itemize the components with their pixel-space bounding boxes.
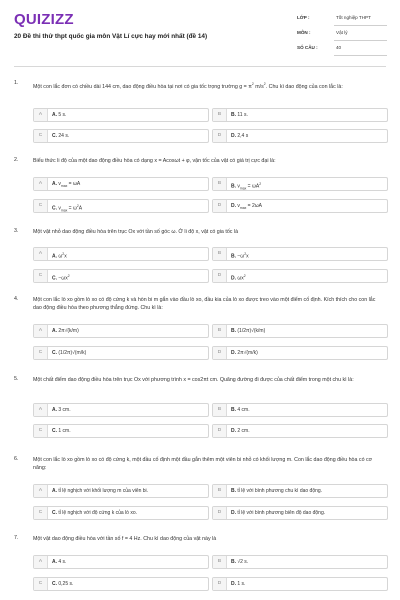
question-text: Biểu thức li độ của một dao động điều hòa có dạng x = Acosωt + φ, vận tốc của vật có giá trị cực đại là: — [33, 158, 276, 164]
answer-option[interactable] — [212, 403, 388, 417]
option-letter: B — [213, 109, 227, 121]
question-text: Một con lắc lò xo gồm lò xo có độ cứng k, một đầu cố định một đầu gắn thêm một viên bi nhỏ có khối lượng m. Con lắc dao động điều hòa có cơ năng: — [33, 457, 373, 472]
option-letter: B — [213, 556, 227, 568]
question-text: Một vật dao động điều hòa với tần số f = 4 Hz. Chu kì dao động của vật này là — [33, 536, 217, 542]
question-text: Một con lắc lò xo gồm lò xo có độ cứng k và hòn bi m gắn vào đầu lò xo, đầu kia của lò xo được treo vào một điểm cố định. Kích thích cho con lắc dao động điều hòa theo phương thẳng đứng. Chu kì là: — [33, 297, 376, 312]
answer-option[interactable] — [33, 506, 209, 520]
meta-row-class — [297, 13, 387, 28]
header-divider — [14, 66, 386, 67]
option-text: C. (1/2π)√(m/k) — [52, 350, 87, 356]
question-text: Một chất điểm dao động điều hòa trên trục Ox với phương trình x = cos2πt cm. Quãng đường đi được của chất điểm trong một chu kì là: — [33, 377, 354, 383]
option-letter: D — [213, 130, 227, 142]
answer-option[interactable] — [33, 108, 209, 122]
option-letter: C — [34, 200, 48, 212]
answer-option[interactable] — [33, 324, 209, 338]
option-text: C. 24 s. — [52, 133, 70, 139]
question-text: Một con lắc đơn có chiều dài 144 cm, dao động điều hòa tại nơi có gia tốc trọng trường $g = \pi^2$ $m/s^2$. Chu kì dao động của con lắc là: — [33, 82, 343, 90]
option-text: D. 2π√(m/k) — [231, 350, 258, 356]
option-letter: D — [213, 507, 227, 519]
meta-row-question-count — [297, 43, 387, 58]
option-letter: C — [34, 507, 48, 519]
question-number: 7. — [14, 535, 19, 541]
option-text: D. 2 cm. — [231, 428, 250, 434]
option-text: D. $v_{max} = 2\omega A$ — [231, 203, 263, 210]
option-letter: D — [213, 347, 227, 359]
worksheet-meta — [297, 13, 387, 58]
option-letter: D — [213, 200, 227, 212]
option-text: C. $-\omega x^2$ — [52, 274, 70, 282]
option-letter: C — [34, 130, 48, 142]
answer-option[interactable] — [212, 506, 388, 520]
option-text: A. 2π√(k/m) — [52, 328, 79, 334]
page-title: 20 Đề thi thử thpt quốc gia môn Vật Lí cực hay mới nhất (đề 14) — [14, 33, 208, 40]
option-text: B. 4 cm. — [231, 407, 250, 413]
option-letter: D — [213, 270, 227, 282]
option-letter: A — [34, 325, 48, 337]
question-number: 6. — [14, 456, 19, 462]
meta-value: 40 — [336, 45, 342, 50]
option-text: A. $v_{max} = \omega A$ — [52, 181, 81, 188]
question-text: Một vật nhỏ dao động điều hòa trên trục Ox với tần số góc ω. Ở li độ x, vật có gia tốc là — [33, 229, 239, 235]
option-text: B. tỉ lệ với bình phương chu kì dao động. — [231, 488, 323, 494]
meta-value: Vật lý — [336, 30, 348, 35]
option-letter: C — [34, 270, 48, 282]
answer-option[interactable] — [33, 403, 209, 417]
meta-underline — [334, 55, 387, 56]
option-letter: B — [213, 248, 227, 260]
option-letter: A — [34, 556, 48, 568]
option-text: A. 4 s. — [52, 559, 67, 565]
answer-option[interactable] — [33, 577, 209, 591]
option-letter: A — [34, 248, 48, 260]
answer-option[interactable] — [33, 247, 209, 261]
answer-option[interactable] — [212, 129, 388, 143]
option-letter: B — [213, 485, 227, 497]
option-text: A. $\omega^2x$ — [52, 252, 67, 260]
option-text: C. $v_{max} = \omega^2A$ — [52, 204, 83, 213]
option-text: C. 0,25 s. — [52, 581, 74, 587]
option-letter: C — [34, 578, 48, 590]
option-text: A. 3 cm. — [52, 407, 71, 413]
option-text: D. 2,4 s — [231, 133, 249, 139]
answer-option[interactable] — [33, 555, 209, 569]
option-letter: A — [34, 404, 48, 416]
answer-option[interactable] — [33, 177, 209, 191]
question-number: 4. — [14, 296, 19, 302]
answer-option[interactable] — [33, 424, 209, 438]
answer-option[interactable] — [212, 177, 388, 191]
answer-option[interactable] — [212, 484, 388, 498]
option-letter: B — [213, 178, 227, 190]
answer-option[interactable] — [212, 247, 388, 261]
meta-underline — [334, 40, 387, 41]
option-text: D. tỉ lệ với bình phương biên độ dao động. — [231, 510, 326, 516]
meta-row-subject — [297, 28, 387, 43]
option-text: B. √2 s. — [231, 559, 249, 565]
option-letter: D — [213, 578, 227, 590]
answer-option[interactable] — [212, 324, 388, 338]
answer-option[interactable] — [33, 346, 209, 360]
option-letter: B — [213, 325, 227, 337]
option-letter: C — [34, 347, 48, 359]
meta-label: MÔN : — [297, 30, 311, 35]
option-letter: A — [34, 485, 48, 497]
answer-option[interactable] — [33, 484, 209, 498]
answer-option[interactable] — [212, 555, 388, 569]
option-text: B. 11 s. — [231, 112, 248, 118]
option-letter: A — [34, 109, 48, 121]
option-text: B. $-\omega^2x$ — [231, 252, 249, 260]
answer-option[interactable] — [212, 108, 388, 122]
question-number: 3. — [14, 228, 19, 234]
meta-underline — [334, 25, 387, 26]
answer-option[interactable] — [33, 199, 209, 213]
option-letter: C — [34, 425, 48, 437]
answer-option[interactable] — [212, 199, 388, 213]
option-text: D. $\omega x^2$ — [231, 274, 246, 282]
question-number: 1. — [14, 80, 19, 86]
option-text: A. tỉ lệ nghịch với khối lượng m của viên bi. — [52, 488, 149, 494]
question-number: 5. — [14, 376, 19, 382]
quizizz-logo: QUIZIZZ — [14, 11, 74, 28]
meta-label: SỐ CÂU : — [297, 45, 318, 50]
answer-option[interactable] — [33, 129, 209, 143]
answer-option[interactable] — [212, 346, 388, 360]
question-number: 2. — [14, 157, 19, 163]
answer-option[interactable] — [212, 424, 388, 438]
option-text: A. 5 s. — [52, 112, 67, 118]
meta-value: Tốt nghiệp THPT — [336, 15, 371, 20]
answer-option[interactable] — [212, 577, 388, 591]
answer-option[interactable] — [212, 269, 388, 283]
option-letter: A — [34, 178, 48, 190]
option-text: C. tỉ lệ nghịch với độ cứng k của lò xo. — [52, 510, 138, 516]
answer-option[interactable] — [33, 269, 209, 283]
meta-label: LỚP : — [297, 15, 310, 20]
option-text: C. 1 cm. — [52, 428, 71, 434]
option-letter: B — [213, 404, 227, 416]
option-text: B. (1/2π)√(k/m) — [231, 328, 266, 334]
option-text: B. $v_{max} = \omega A^2$ — [231, 182, 262, 191]
option-letter: D — [213, 425, 227, 437]
option-text: D. 1 s. — [231, 581, 246, 587]
